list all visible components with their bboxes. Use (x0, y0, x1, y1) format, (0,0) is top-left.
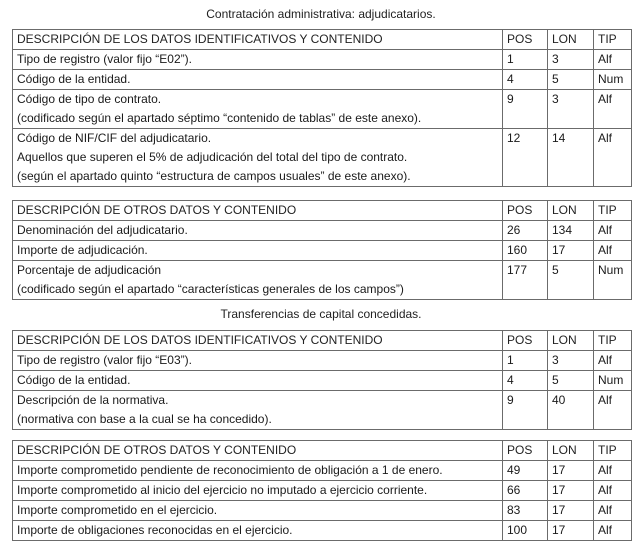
header-descripcion: DESCRIPCIÓN DE LOS DATOS IDENTIFICATIVOS Y CONTENIDO (13, 30, 503, 50)
cell-lon: 17 (548, 501, 594, 521)
header-tip: TIP (594, 201, 632, 221)
cell-lon: 3 (548, 351, 594, 371)
cell-tip: Alf (594, 351, 632, 371)
cell-lon: 5 (548, 261, 594, 300)
cell-lon: 5 (548, 70, 594, 90)
cell-descripcion (13, 70, 503, 90)
description-line: Importe comprometido en el ejercicio. (17, 503, 218, 517)
cell-descripcion (13, 461, 503, 481)
description-line: Código de NIF/CIF del adjudicatario. (17, 131, 212, 145)
cell-lon: 5 (548, 371, 594, 391)
table-row (13, 221, 632, 241)
cell-pos: 9 (503, 391, 548, 430)
description-line: (codificado según el apartado “características generales de los campos”) (17, 282, 404, 296)
cell-descripcion (13, 50, 503, 70)
description-line: Código de tipo de contrato. (17, 92, 162, 106)
cell-lon: 134 (548, 221, 594, 241)
table-row (13, 261, 632, 300)
table-row (13, 521, 632, 541)
table-header-row (13, 201, 632, 221)
cell-tip: Alf (594, 501, 632, 521)
header-pos: POS (503, 441, 548, 461)
header-tip: TIP (594, 30, 632, 50)
cell-lon: 17 (548, 481, 594, 501)
cell-descripcion (13, 221, 503, 241)
cell-lon: 3 (548, 90, 594, 129)
cell-tip: Num (594, 70, 632, 90)
cell-tip: Num (594, 371, 632, 391)
cell-descripcion (13, 501, 503, 521)
table-row (13, 461, 632, 481)
description-line: Importe comprometido al inicio del ejercicio no imputado a ejercicio corriente. (17, 483, 428, 497)
header-pos: POS (503, 331, 548, 351)
cell-tip: Alf (594, 481, 632, 501)
header-tip: TIP (594, 441, 632, 461)
description-line: Importe comprometido pendiente de reconocimiento de obligación a 1 de enero. (17, 463, 443, 477)
table-row (13, 351, 632, 371)
table-otros-datos-e02 (12, 200, 632, 300)
table-row (13, 391, 632, 430)
cell-pos: 1 (503, 50, 548, 70)
cell-pos: 160 (503, 241, 548, 261)
header-lon: LON (548, 331, 594, 351)
table-row (13, 241, 632, 261)
header-tip: TIP (594, 331, 632, 351)
cell-descripcion (13, 391, 503, 430)
cell-tip: Alf (594, 461, 632, 481)
description-line: Código de la entidad. (17, 72, 131, 86)
description-line: (normativa con base a la cual se ha concedido). (17, 412, 272, 426)
cell-tip: Alf (594, 241, 632, 261)
header-pos: POS (503, 201, 548, 221)
description-line: Importe de obligaciones reconocidas en el ejercicio. (17, 523, 293, 537)
cell-tip: Alf (594, 521, 632, 541)
cell-lon: 17 (548, 461, 594, 481)
cell-tip: Alf (594, 221, 632, 241)
table-identificativos-e03 (12, 330, 632, 430)
cell-lon: 14 (548, 129, 594, 187)
cell-pos: 4 (503, 371, 548, 391)
description-line: (según el apartado quinto “estructura de campos usuales” de este anexo). (17, 169, 411, 183)
table-row (13, 70, 632, 90)
header-lon: LON (548, 30, 594, 50)
cell-pos: 100 (503, 521, 548, 541)
description-line: Porcentaje de adjudicación (17, 263, 162, 277)
description-line: Tipo de registro (valor fijo “E02”). (17, 52, 192, 66)
cell-lon: 3 (548, 50, 594, 70)
cell-tip: Alf (594, 90, 632, 129)
table-row (13, 501, 632, 521)
cell-descripcion (13, 481, 503, 501)
table-row (13, 129, 632, 187)
cell-lon: 40 (548, 391, 594, 430)
cell-pos: 177 (503, 261, 548, 300)
cell-pos: 4 (503, 70, 548, 90)
table-row (13, 481, 632, 501)
cell-pos: 9 (503, 90, 548, 129)
cell-descripcion (13, 241, 503, 261)
description-line: Denominación del adjudicatario. (17, 223, 188, 237)
header-pos: POS (503, 30, 548, 50)
cell-pos: 49 (503, 461, 548, 481)
cell-descripcion (13, 90, 503, 129)
cell-tip: Alf (594, 129, 632, 187)
description-line: Importe de adjudicación. (17, 243, 148, 257)
header-descripcion: DESCRIPCIÓN DE OTROS DATOS Y CONTENIDO (13, 441, 503, 461)
cell-lon: 17 (548, 521, 594, 541)
description-line: Descripción de la normativa. (17, 393, 169, 407)
cell-tip: Alf (594, 391, 632, 430)
table-otros-datos-e03 (12, 440, 632, 541)
cell-pos: 66 (503, 481, 548, 501)
header-descripcion: DESCRIPCIÓN DE LOS DATOS IDENTIFICATIVOS Y CONTENIDO (13, 331, 503, 351)
table-header-row (13, 441, 632, 461)
cell-tip: Alf (594, 50, 632, 70)
description-line: Tipo de registro (valor fijo “E03”). (17, 353, 192, 367)
description-line: Aquellos que superen el 5% de adjudicación del total del tipo de contrato. (17, 150, 408, 164)
section-title-transferencias: Transferencias de capital concedidas. (220, 307, 422, 321)
cell-pos: 83 (503, 501, 548, 521)
cell-pos: 12 (503, 129, 548, 187)
description-line: Código de la entidad. (17, 373, 131, 387)
table-header-row (13, 331, 632, 351)
header-lon: LON (548, 201, 594, 221)
cell-descripcion (13, 261, 503, 300)
section-title-contratacion: Contratación administrativa: adjudicatarios. (206, 7, 436, 21)
cell-tip: Num (594, 261, 632, 300)
cell-pos: 26 (503, 221, 548, 241)
header-descripcion: DESCRIPCIÓN DE OTROS DATOS Y CONTENIDO (13, 201, 503, 221)
table-row (13, 371, 632, 391)
cell-pos: 1 (503, 351, 548, 371)
table-row (13, 50, 632, 70)
cell-descripcion (13, 129, 503, 187)
description-line: (codificado según el apartado séptimo “contenido de tablas” de este anexo). (17, 111, 422, 125)
cell-lon: 17 (548, 241, 594, 261)
cell-descripcion (13, 371, 503, 391)
header-lon: LON (548, 441, 594, 461)
table-row (13, 90, 632, 129)
table-identificativos-e02 (12, 29, 632, 187)
cell-descripcion (13, 351, 503, 371)
cell-descripcion (13, 521, 503, 541)
table-header-row (13, 30, 632, 50)
